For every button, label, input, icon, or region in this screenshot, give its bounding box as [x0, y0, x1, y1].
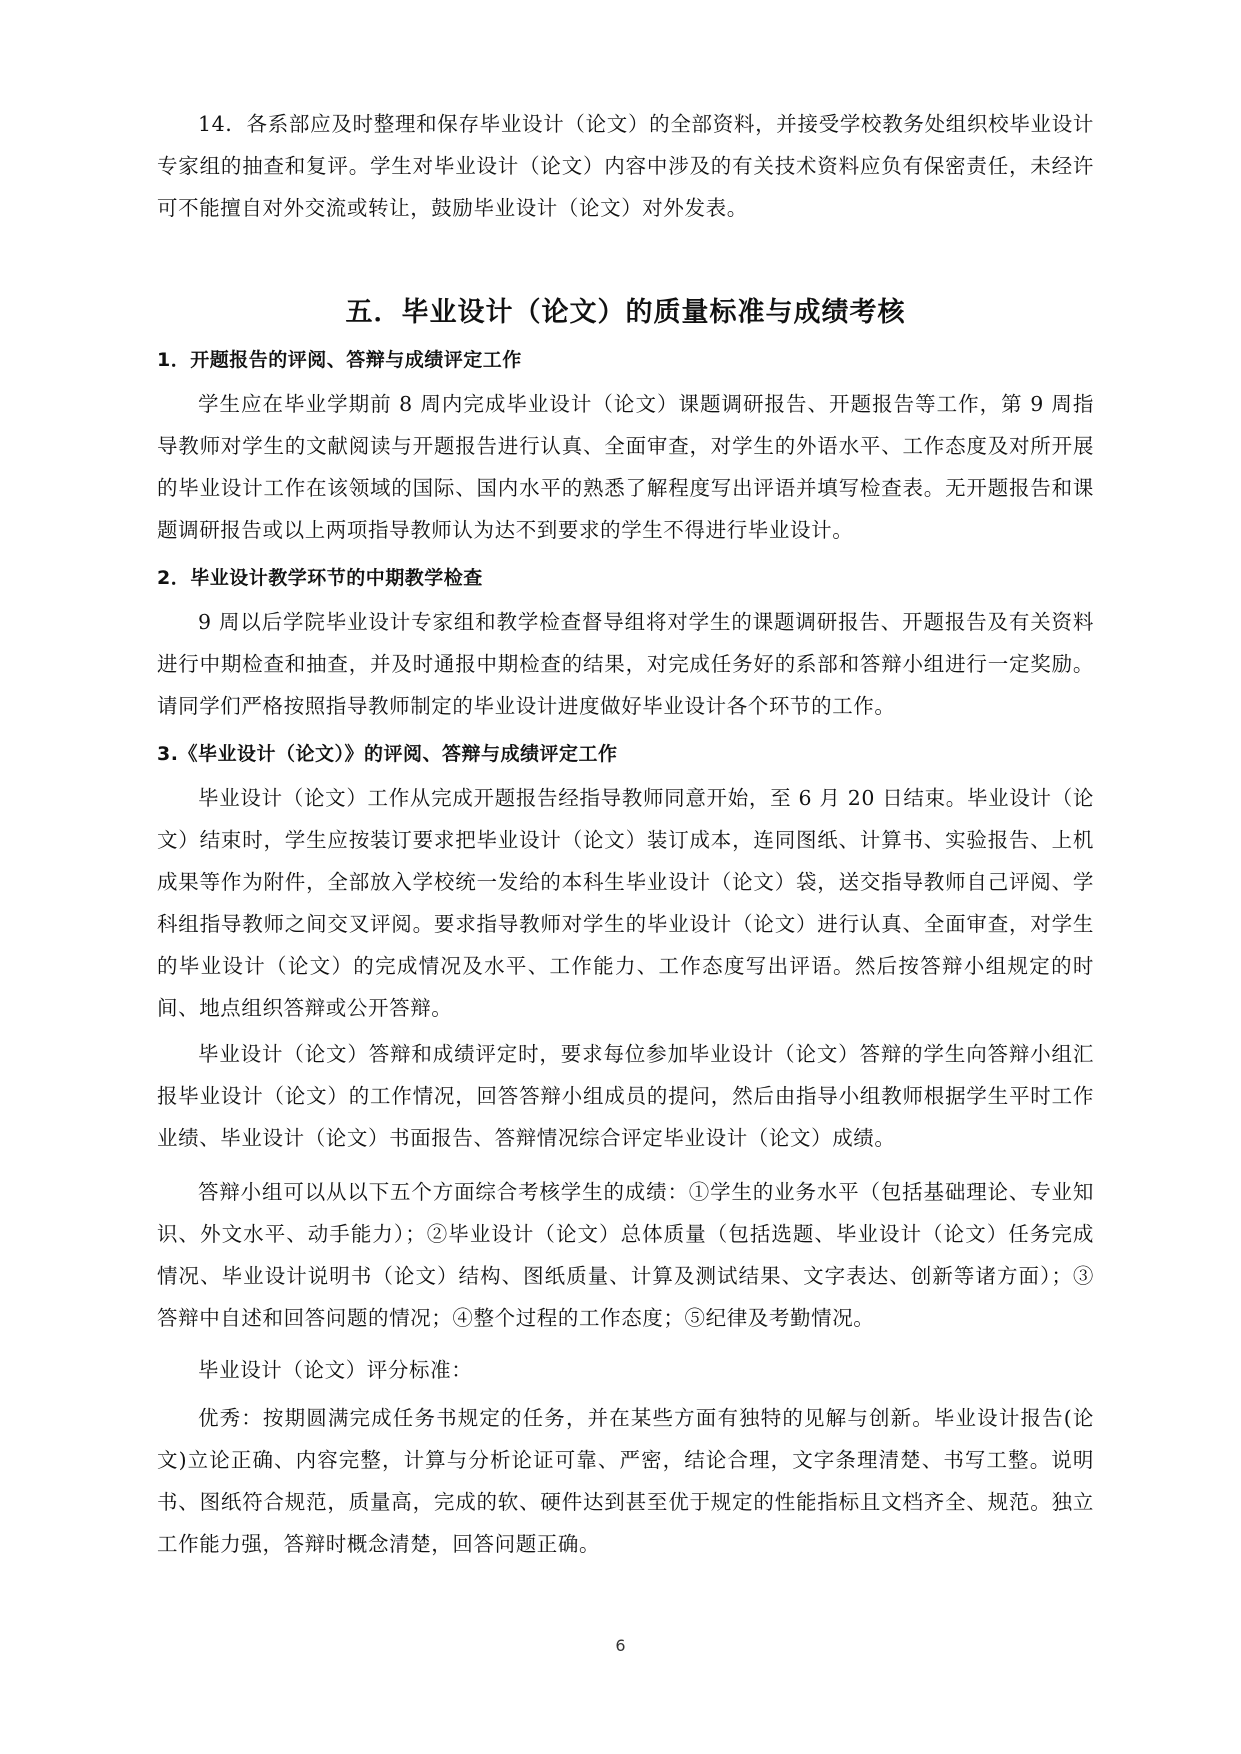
paragraph-thesis-review-2: 毕业设计（论文）答辩和成绩评定时，要求每位参加毕业设计（论文）答辩的学生向答辩小组汇报毕业设计（论文）的工作情况，回答答辩小组成员的提问，然后由指导小组教师根据学生平时工作业绩、毕业设计（论文）书面报告、答辩情况综合评定毕业设计（论文）成绩。	[157, 1042, 1094, 1150]
paragraph-opening-report: 学生应在毕业学期前 8 周内完成毕业设计（论文）课题调研报告、开题报告等工作，第 9 周指导教师对学生的文献阅读与开题报告进行认真、全面审查，对学生的外语水平、工作态度及对所开展的毕业设计工作在该领域的国际、国内水平的熟悉了解程度写出评语并填写检查表。无开题报告和课题调研报告或以上两项指导教师认为达不到要求的学生不得进行毕业设计。	[157, 392, 1094, 542]
paragraph-thesis-review-3: 答辩小组可以从以下五个方面综合考核学生的成绩：①学生的业务水平（包括基础理论、专业知识、外文水平、动手能力）；②毕业设计（论文）总体质量（包括选题、毕业设计（论文）任务完成情况、毕业设计说明书（论文）结构、图纸质量、计算及测试结果、文字表达、创新等诸方面）；③答辩中自述和回答问题的情况；④整个过程的工作态度；⑤纪律及考勤情况。	[157, 1180, 1094, 1330]
section-title: 五．毕业设计（论文）的质量标准与成绩考核	[345, 297, 906, 328]
paragraph-midterm-check: 9 周以后学院毕业设计专家组和教学检查督导组将对学生的课题调研报告、开题报告及有关资料进行中期检查和抽查，并及时通报中期检查的结果，对完成任务好的系部和答辩小组进行一定奖励。请同学们严格按照指导教师制定的毕业设计进度做好毕业设计各个环节的工作。	[157, 610, 1094, 718]
paragraph-grading-standard: 毕业设计（论文）评分标准：	[198, 1358, 473, 1382]
paragraph-item-14: 14．各系部应及时整理和保存毕业设计（论文）的全部资料，并接受学校教务处组织校毕业设计专家组的抽查和复评。学生对毕业设计（论文）内容中涉及的有关技术资料应负有保密责任，未经许可不能擅自对外交流或转让，鼓励毕业设计（论文）对外发表。	[157, 112, 1094, 220]
subheading-opening-report: 1．开题报告的评阅、答辩与成绩评定工作	[157, 349, 522, 371]
page-number: 6	[615, 1636, 626, 1655]
subheading-thesis-review: 3.《毕业设计（论文）》的评阅、答辩与成绩评定工作	[157, 743, 618, 765]
subheading-midterm-check: 2．毕业设计教学环节的中期教学检查	[157, 567, 483, 589]
paragraph-thesis-review-1: 毕业设计（论文）工作从完成开题报告经指导教师同意开始，至 6 月 20 日结束。毕业设计（论文）结束时，学生应按装订要求把毕业设计（论文）装订成本，连同图纸、计算书、实验报告、上机成果等作为附件，全部放入学校统一发给的本科生毕业设计（论文）袋，送交指导教师自己评阅、学科组指导教师之间交叉评阅。要求指导教师对学生的毕业设计（论文）进行认真、全面审查，对学生的毕业设计（论文）的完成情况及水平、工作能力、工作态度写出评语。然后按答辩小组规定的时间、地点组织答辩或公开答辩。	[157, 786, 1094, 1020]
paragraph-grade-excellent: 优秀：按期圆满完成任务书规定的任务，并在某些方面有独特的见解与创新。毕业设计报告(论文)立论正确、内容完整，计算与分析论证可靠、严密，结论合理，文字条理清楚、书写工整。说明书、图纸符合规范，质量高，完成的软、硬件达到甚至优于规定的性能指标且文档齐全、规范。独立工作能力强，答辩时概念清楚，回答问题正确。	[157, 1406, 1094, 1556]
